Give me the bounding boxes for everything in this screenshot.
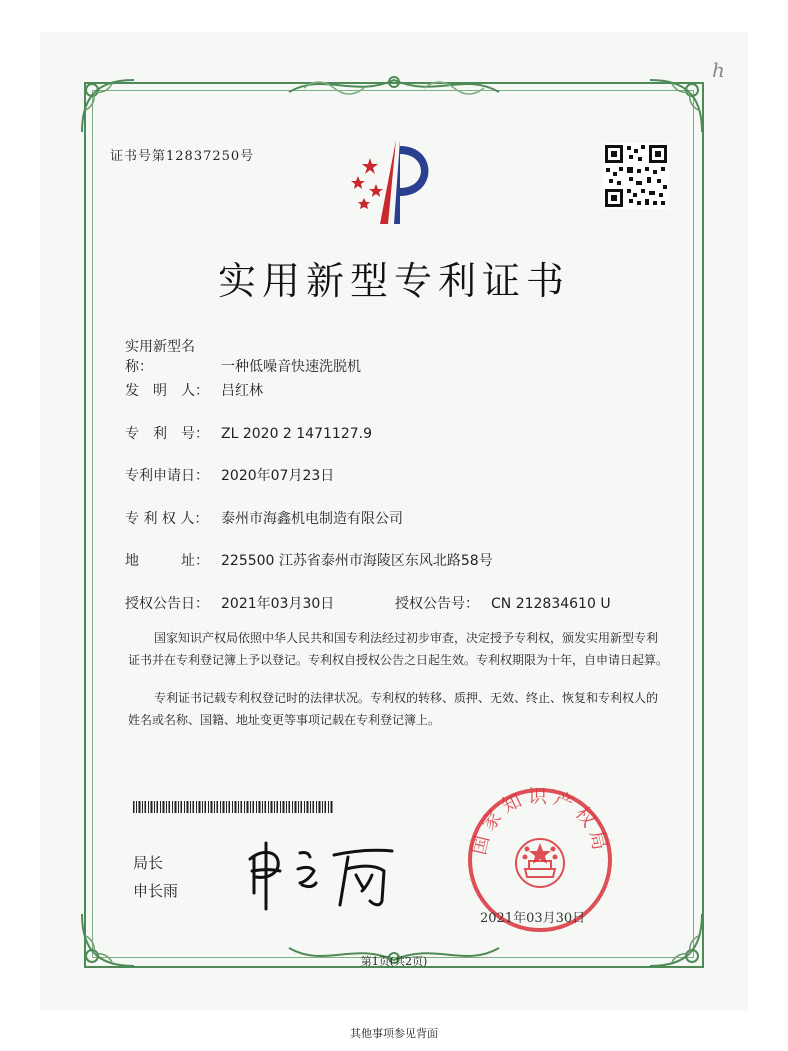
patent-logo-icon bbox=[340, 136, 440, 228]
field-patentee bbox=[125, 508, 403, 528]
field-value: 225500 江苏省泰州市海陵区东风北路58号 bbox=[221, 553, 493, 569]
field-patent-number bbox=[125, 423, 372, 443]
seal-text: 国家知识产权局 bbox=[468, 785, 612, 857]
field-inventor bbox=[125, 380, 263, 400]
announcement-date-value: 2021年03月30日 bbox=[221, 596, 335, 612]
legal-status-paragraph: 专利证书记载专利权登记时的法律状况。专利权的转移、质押、无效、终止、恢复和专利权人的姓名或名称、国籍、地址变更等事项记载在专利登记簿上。 bbox=[128, 691, 659, 727]
footer-note: 其他事项参见背面 bbox=[350, 1027, 438, 1040]
qr-code-icon bbox=[603, 143, 669, 209]
certificate-number: 证书号第12837250号 bbox=[110, 149, 255, 164]
certificate-title: 实用新型专利证书 bbox=[217, 259, 570, 303]
field-value: 吕红林 bbox=[221, 383, 263, 399]
field-label: 地 址： bbox=[125, 553, 209, 569]
field-utility-model-name bbox=[125, 336, 361, 376]
field-label: 专利申请日： bbox=[125, 468, 209, 484]
signatory-role: 局长 bbox=[133, 854, 164, 872]
top-ornament-icon bbox=[284, 70, 504, 100]
page-indicator: 第1页(共2页) bbox=[360, 955, 428, 968]
field-value: 2020年07月23日 bbox=[221, 468, 335, 484]
seal-date: 2021年03月30日 bbox=[480, 911, 586, 926]
grant-statement-paragraph: 国家知识产权局依照中华人民共和国专利法经过初步审查，决定授予专利权，颁发实用新型专利证书并在专利登记簿上予以登记。专利权自授权公告之日起生效。专利权期限为十年，自申请日起算。 bbox=[128, 631, 669, 667]
handwritten-signature bbox=[242, 835, 402, 915]
announcement-date-label: 授权公告日： bbox=[125, 596, 209, 612]
field-value: ZL 2020 2 1471127.9 bbox=[221, 426, 372, 442]
announcement-number-label: 授权公告号： bbox=[395, 596, 479, 612]
field-label: 专 利 号： bbox=[125, 426, 209, 442]
field-label: 实用新型名称： bbox=[125, 339, 195, 375]
corner-ornament-icon bbox=[646, 76, 706, 136]
field-value: 泰州市海鑫机电制造有限公司 bbox=[221, 511, 403, 527]
field-application-date bbox=[125, 465, 334, 485]
field-address bbox=[125, 550, 493, 570]
field-announcement bbox=[125, 593, 611, 613]
corner-ornament-icon bbox=[78, 76, 138, 136]
field-label: 专 利 权 人： bbox=[125, 511, 209, 527]
handwritten-corner-mark: h bbox=[712, 58, 725, 82]
signatory-name: 申长雨 bbox=[133, 882, 179, 900]
barcode-icon bbox=[133, 801, 333, 813]
field-label: 发 明 人： bbox=[125, 383, 209, 399]
announcement-number-value: CN 212834610 U bbox=[491, 596, 611, 612]
field-value: 一种低噪音快速洗脱机 bbox=[221, 359, 361, 375]
